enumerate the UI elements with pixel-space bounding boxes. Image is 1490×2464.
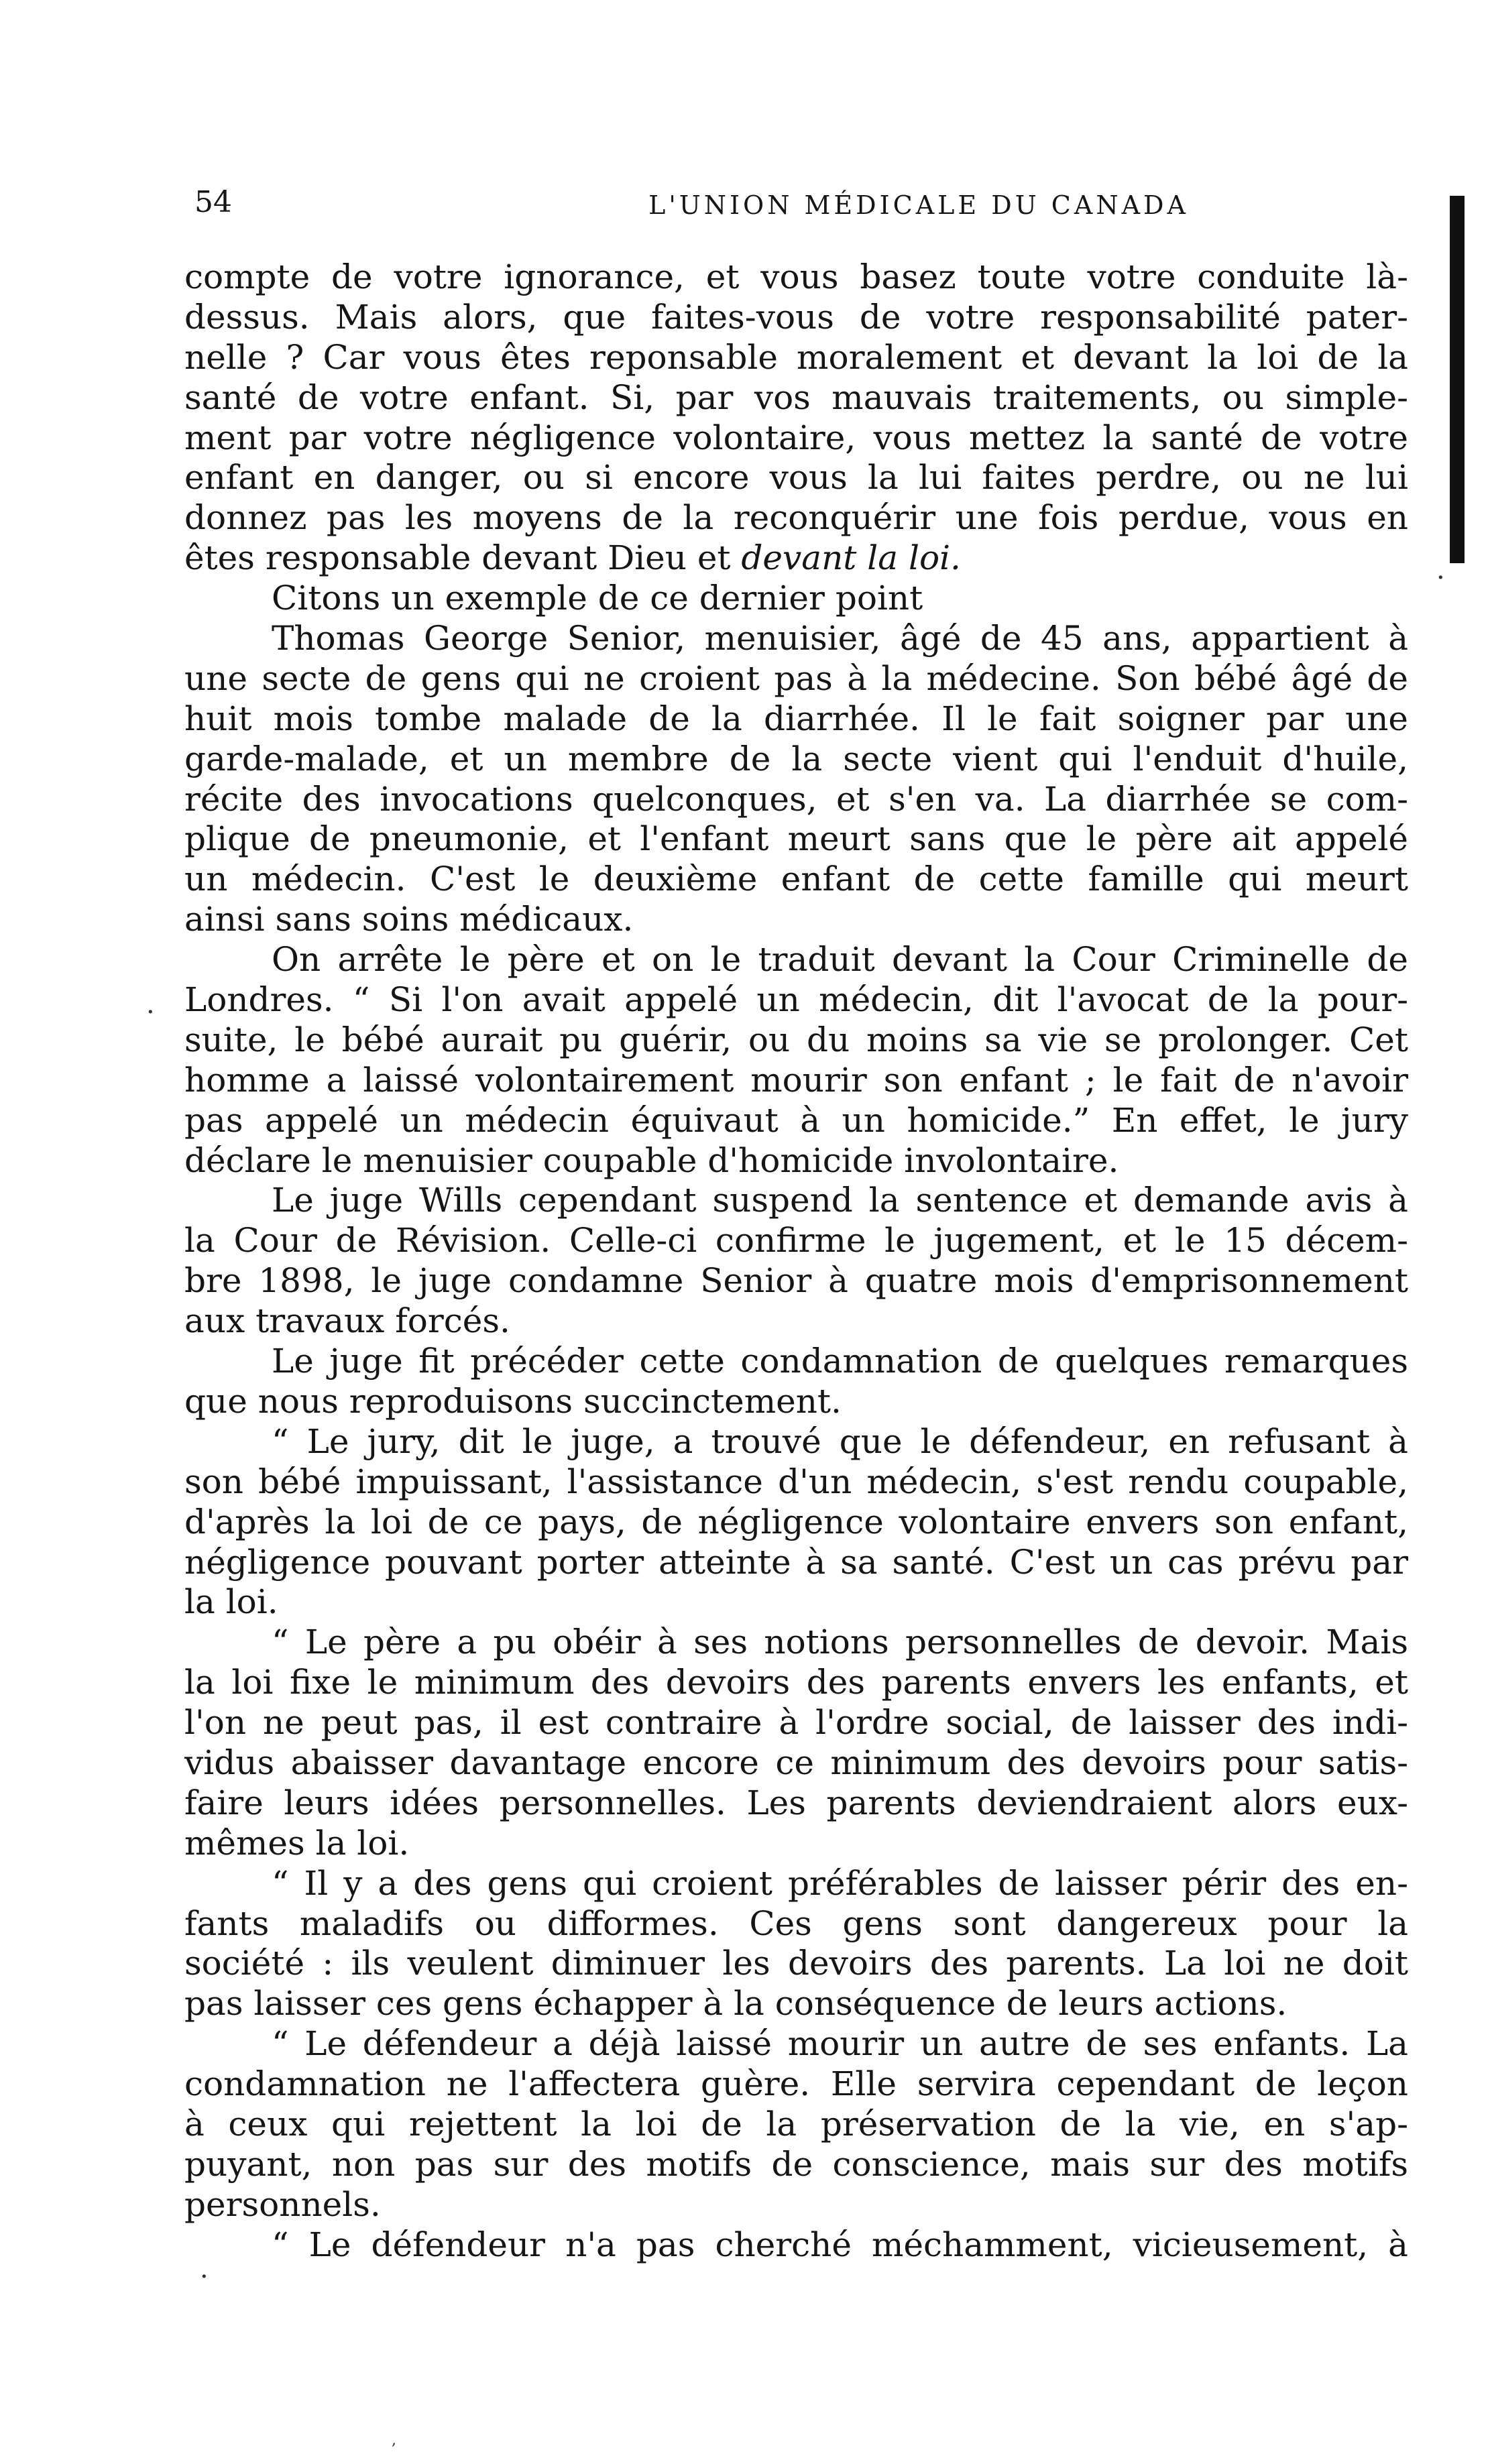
text-line: ainsi sans soins médicaux.	[184, 900, 634, 939]
text-line: nelle ? Car vous êtes reponsable moralement et devant la loi de la	[184, 337, 1408, 377]
text-line: condamnation ne l'affectera guère. Elle servira cependant de leçon	[184, 2064, 1408, 2104]
text-line: récite des invocations quelconques, et s'en va. La diarrhée se com-	[184, 779, 1408, 819]
text-line: personnels.	[184, 2184, 381, 2224]
text-line: à ceux qui rejettent la loi de la préservation de la vie, en s'ap-	[184, 2104, 1408, 2144]
text-line: Citons un exemple de ce dernier point	[272, 579, 923, 618]
text-line: négligence pouvant porter atteinte à sa santé. C'est un cas prévu par	[184, 1542, 1408, 1582]
text-line: faire leurs idées personnelles. Les parents deviendraient alors eux-	[184, 1783, 1408, 1822]
text-line: vidus abaisser davantage encore ce minimum des devoirs pour satis-	[184, 1743, 1408, 1782]
text-line: Thomas George Senior, menuisier, âgé de 45 ans, appartient à	[272, 619, 1408, 658]
page-number: 54	[194, 185, 232, 219]
text-line: bre 1898, le juge condamne Senior à quatre mois d'emprisonnement	[184, 1261, 1408, 1301]
margin-scan-bar	[1450, 196, 1465, 563]
text-line: enfant en danger, ou si encore vous la lui faites perdre, ou ne lui	[184, 458, 1408, 497]
body-text	[184, 257, 1408, 2266]
text-line: d'après la loi de ce pays, de négligence volontaire envers son enfant,	[184, 1502, 1408, 1541]
text-line: la Cour de Révision. Celle-ci confirme le jugement, et le 15 décem-	[184, 1221, 1408, 1260]
text-line: garde-malade, et un membre de la secte vient qui l'enduit d'huile,	[184, 739, 1408, 778]
text-line: aux travaux forcés.	[184, 1301, 510, 1341]
text-line: suite, le bébé aurait pu guérir, ou du moins sa vie se prolonger. Cet	[184, 1020, 1408, 1059]
text-line: compte de votre ignorance, et vous basez toute votre conduite là-	[184, 257, 1408, 296]
margin-mark: ,	[392, 2432, 396, 2449]
text-line: donnez pas les moyens de la reconquérir une fois perdue, vous en	[184, 498, 1408, 538]
text-line: ment par votre négligence volontaire, vous mettez la santé de votre	[184, 418, 1408, 457]
text-line: Londres. “ Si l'on avait appelé un médecin, dit l'avocat de la pour-	[184, 980, 1408, 1020]
running-title: L'UNION MÉDICALE DU CANADA	[648, 190, 1189, 220]
text-line: société : ils veulent diminuer les devoirs des parents. La loi ne doit	[184, 1944, 1408, 1983]
text-line: la loi.	[184, 1582, 278, 1622]
text-line: son bébé impuissant, l'assistance d'un médecin, s'est rendu coupable,	[184, 1462, 1408, 1501]
text-line: puyant, non pas sur des motifs de conscience, mais sur des motifs	[184, 2144, 1408, 2184]
margin-mark: ·	[146, 997, 155, 1028]
text-line: “ Le défendeur n'a pas cherché méchamment, vicieusement, à	[272, 2225, 1408, 2264]
text-line: On arrête le père et on le traduit devant la Cour Criminelle de	[272, 940, 1408, 980]
text-line: homme a laissé volontairement mourir son enfant ; le fait de n'avoir	[184, 1060, 1408, 1100]
text-line: huit mois tombe malade de la diarrhée. Il le fait soigner par une	[184, 699, 1408, 738]
text-line: “ Le père a pu obéir à ses notions personnelles de devoir. Mais	[272, 1623, 1408, 1662]
text-line: “ Le jury, dit le juge, a trouvé que le défendeur, en refusant à	[272, 1421, 1408, 1461]
text-line: “ Le défendeur a déjà laissé mourir un autre de ses enfants. La	[272, 2024, 1408, 2064]
text-line: que nous reproduisons succinctement.	[184, 1381, 842, 1421]
text-line: “ Il y a des gens qui croient préférables de laisser périr des en-	[272, 1863, 1408, 1903]
text-line: dessus. Mais alors, que faites-vous de votre responsabilité pater-	[184, 297, 1408, 337]
text-line: un médecin. C'est le deuxième enfant de cette famille qui meurt	[184, 860, 1408, 899]
text-line: Le juge Wills cependant suspend la sentence et demande avis à	[272, 1181, 1408, 1220]
page-header	[194, 182, 1415, 229]
text-line: santé de votre enfant. Si, par vos mauvais traitements, ou simple-	[184, 377, 1408, 417]
text-line: pas appelé un médecin équivaut à un homicide.” En effet, le jury	[184, 1100, 1408, 1140]
margin-mark: ·	[1436, 563, 1445, 593]
text-line: plique de pneumonie, et l'enfant meurt sans que le père ait appelé	[184, 819, 1408, 859]
text-line: mêmes la loi.	[184, 1823, 410, 1863]
text-line: une secte de gens qui ne croient pas à la médecine. Son bébé âgé de	[184, 658, 1408, 698]
text-line: êtes responsable devant Dieu et devant la loi.	[184, 538, 961, 578]
text-line: déclare le menuisier coupable d'homicide involontaire.	[184, 1140, 1119, 1180]
text-line: Le juge fit précéder cette condamnation de quelques remarques	[272, 1342, 1408, 1381]
emphasis-text: devant la loi.	[741, 538, 961, 578]
text-line: la loi fixe le minimum des devoirs des parents envers les enfants, et	[184, 1663, 1408, 1702]
margin-mark: ·	[200, 2262, 209, 2292]
text-line: l'on ne peut pas, il est contraire à l'ordre social, de laisser des indi-	[184, 1703, 1408, 1743]
text-line: pas laisser ces gens échapper à la conséquence de leurs actions.	[184, 1984, 1287, 2023]
text-line: fants maladifs ou difformes. Ces gens sont dangereux pour la	[184, 1903, 1408, 1943]
